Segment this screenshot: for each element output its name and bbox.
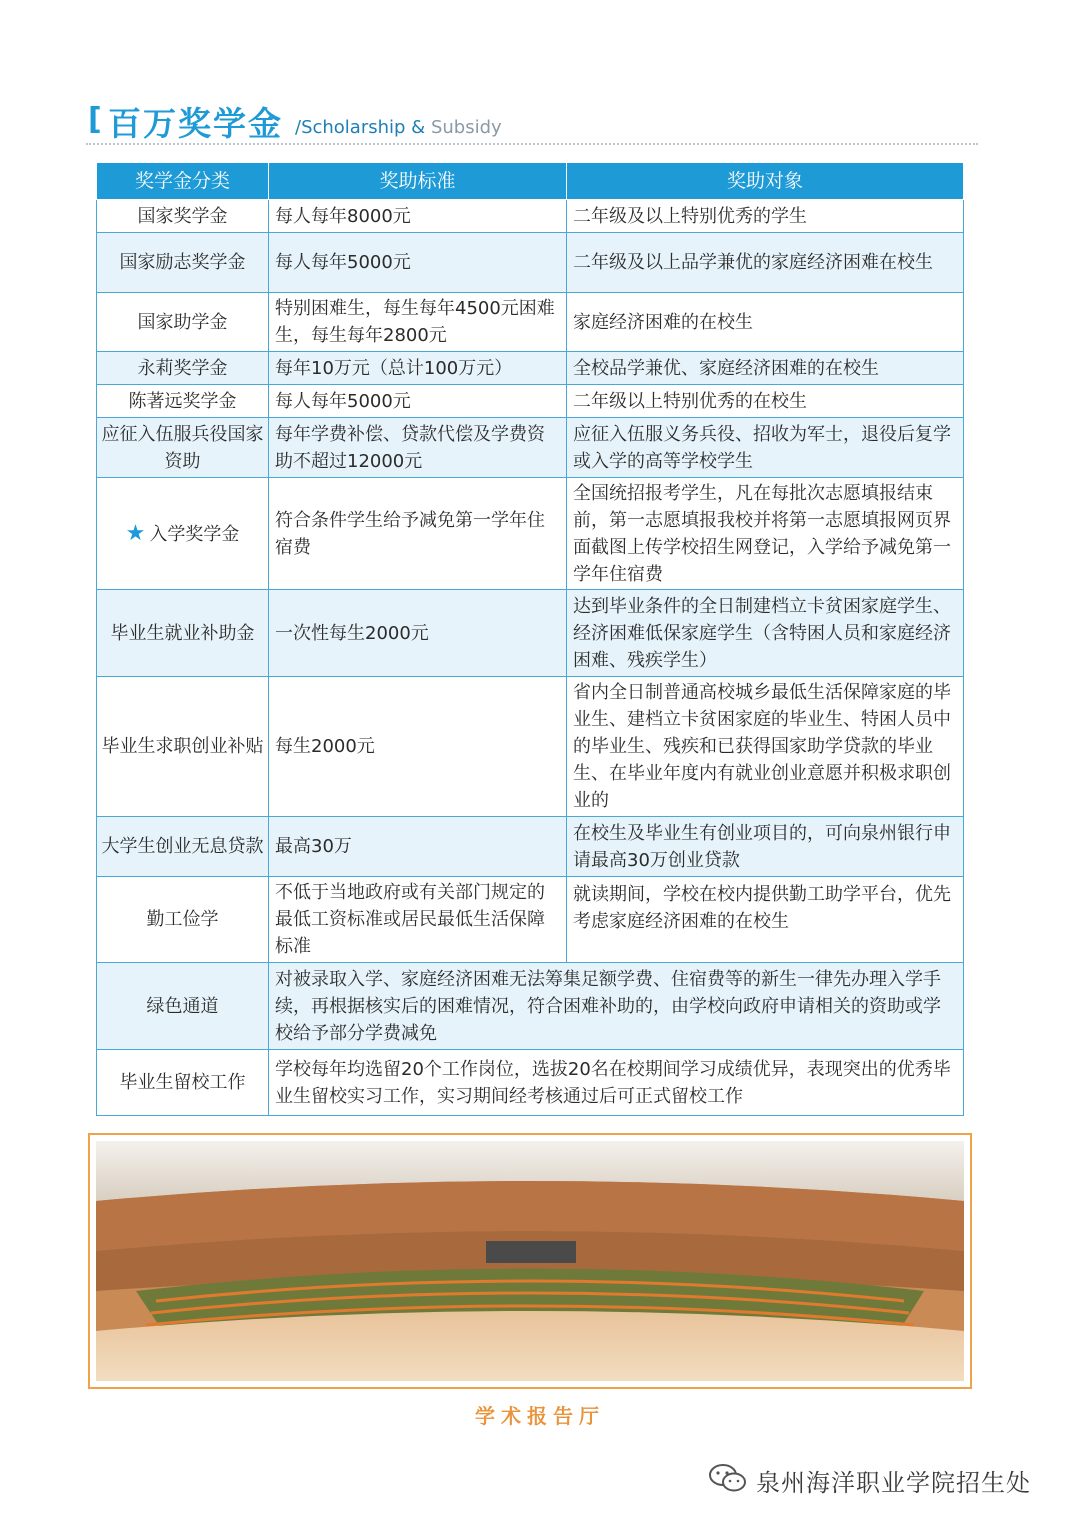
table-row: [97, 478, 964, 590]
cell-category: 国家励志奖学金: [97, 233, 269, 293]
cell-merged: 学校每年均选留20个工作岗位，选拔20名在校期间学习成绩优异，表现突出的优秀毕业生留校实习工作，实习期间经考核通过后可正式留校工作: [269, 1050, 964, 1116]
star-icon: ★: [125, 520, 146, 546]
table-row: [97, 963, 964, 1050]
cell-standard: 符合条件学生给予减免第一学年住宿费: [269, 478, 567, 590]
cell-standard: 每人每年8000元: [269, 200, 567, 233]
cell-standard: 每人每年5000元: [269, 385, 567, 418]
cell-category: 陈著远奖学金: [97, 385, 269, 418]
cell-category: 国家奖学金: [97, 200, 269, 233]
column-header-category: 奖学金分类: [97, 163, 269, 200]
auditorium-illustration: [96, 1141, 964, 1381]
cell-standard: 一次性每生2000元: [269, 590, 567, 677]
cell-target: 全校品学兼优、家庭经济困难的在校生: [567, 352, 964, 385]
cell-category: 大学生创业无息贷款: [97, 817, 269, 877]
page-subtitle: [295, 117, 502, 138]
cell-standard: 特别困难生，每生每年4500元困难生，每生每年2800元: [269, 293, 567, 352]
column-header-target: 奖助对象: [567, 163, 964, 200]
section-header: [88, 100, 978, 148]
watermark-text: 泉州海洋职业学院招生处: [756, 1468, 1031, 1497]
table-row: [97, 385, 964, 418]
cell-category: 毕业生留校工作: [97, 1050, 269, 1116]
cell-target: 省内全日制普通高校城乡最低生活保障家庭的毕业生、建档立卡贫困家庭的毕业生、特困人员中的毕业生、残疾和已获得国家助学贷款的毕业生、在毕业年度内有就业创业意愿并积极求职创业的: [567, 677, 964, 817]
cell-category: 毕业生就业补助金: [97, 590, 269, 677]
table-row: [97, 200, 964, 233]
cell-standard: 不低于当地政府或有关部门规定的最低工资标准或居民最低生活保障标准: [269, 877, 567, 963]
cell-category: 国家助学金: [97, 293, 269, 352]
cell-target: 达到毕业条件的全日制建档立卡贫困家庭学生、经济困难低保家庭学生（含特困人员和家庭经济困难、残疾学生）: [567, 590, 964, 677]
cell-category: 毕业生求职创业补贴: [97, 677, 269, 817]
cell-standard: 每年10万元（总计100万元）: [269, 352, 567, 385]
wechat-icon: [708, 1462, 748, 1498]
auditorium-photo: [96, 1141, 964, 1381]
cell-category-label: 入学奖学金: [149, 523, 240, 545]
photo-caption: 学术报告厅: [475, 1404, 605, 1428]
cell-target: 全国统招报考学生，凡在每批次志愿填报结束前，第一志愿填报我校并将第一志愿填报网页界面截图上传学校招生网登记，入学给予减免第一学年住宿费: [567, 478, 964, 590]
cell-category: 应征入伍服兵役国家资助: [97, 418, 269, 478]
cell-target: 二年级以上特别优秀的在校生: [567, 385, 964, 418]
cell-category: 勤工俭学: [97, 877, 269, 963]
cell-category: 绿色通道: [97, 963, 269, 1050]
table-row: [97, 677, 964, 817]
table-row: [97, 418, 964, 478]
table-row: [97, 233, 964, 293]
cell-target: 就读期间，学校在校内提供勤工助学平台，优先考虑家庭经济困难的在校生: [567, 877, 964, 963]
table-row: [97, 352, 964, 385]
cell-target: 家庭经济困难的在校生: [567, 293, 964, 352]
cell-category: 永莉奖学金: [97, 352, 269, 385]
column-header-standard: 奖助标准: [269, 163, 567, 200]
cell-standard: 最高30万: [269, 817, 567, 877]
table-row: [97, 293, 964, 352]
cell-target: 应征入伍服义务兵役、招收为军士，退役后复学或入学的高等学校学生: [567, 418, 964, 478]
scholarship-table: [96, 162, 964, 1116]
auditorium-photo-frame: [88, 1133, 972, 1389]
cell-target: 二年级及以上品学兼优的家庭经济困难在校生: [567, 233, 964, 293]
cell-standard: 每年学费补偿、贷款代偿及学费资助不超过12000元: [269, 418, 567, 478]
page-title: 百万奖学金: [108, 104, 283, 143]
cell-merged: 对被录取入学、家庭经济困难无法筹集足额学费、住宿费等的新生一律先办理入学手续，再根据核实后的困难情况，符合困难补助的，由学校向政府申请相关的资助或学校给予部分学费减免: [269, 963, 964, 1050]
subtitle-light: Subsidy: [430, 117, 502, 138]
cell-target: 二年级及以上特别优秀的学生: [567, 200, 964, 233]
subtitle-main: /Scholarship &: [295, 117, 431, 138]
cell-standard: 每生2000元: [269, 677, 567, 817]
cell-target: 在校生及毕业生有创业项目的，可向泉州银行申请最高30万创业贷款: [567, 817, 964, 877]
table-header-row: [97, 163, 964, 200]
table-row: [97, 1050, 964, 1116]
table-row: [97, 590, 964, 677]
cell-category: [97, 478, 269, 590]
table-row: [97, 817, 964, 877]
table-row: [97, 877, 964, 963]
dotted-divider: [86, 143, 978, 145]
header-bracket: [: [88, 102, 102, 137]
watermark: [708, 1460, 1031, 1500]
cell-standard: 每人每年5000元: [269, 233, 567, 293]
